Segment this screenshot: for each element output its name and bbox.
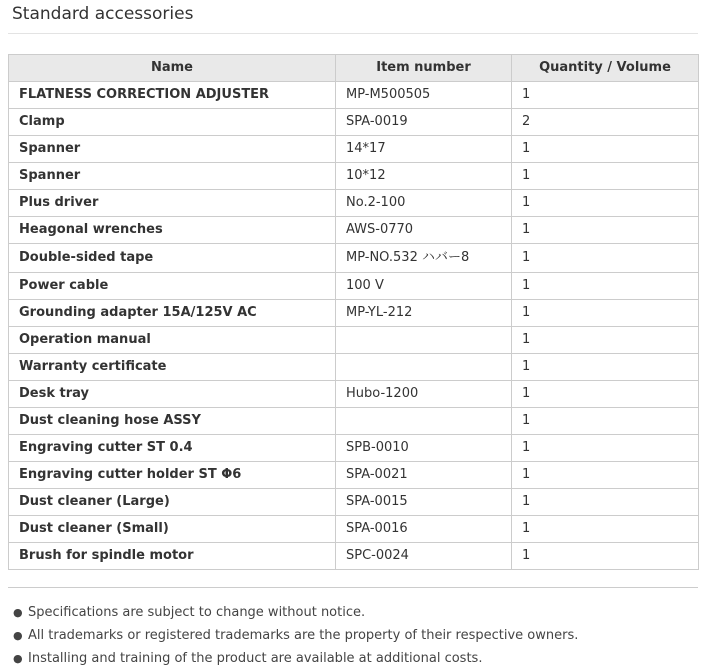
- header-name: Name: [9, 55, 336, 82]
- section-title: Standard accessories: [12, 4, 194, 24]
- note-text: All trademarks or registered trademarks are the property of their respective owners.: [28, 628, 579, 643]
- cell-quantity: 1: [512, 489, 699, 516]
- cell-quantity: 1: [512, 327, 699, 354]
- table-row: [9, 273, 699, 300]
- cell-name: Power cable: [9, 273, 336, 300]
- cell-item-number: Hubo-1200: [336, 381, 512, 408]
- cell-quantity: 1: [512, 136, 699, 163]
- cell-item-number: SPC-0024: [336, 543, 512, 570]
- cell-quantity: 1: [512, 435, 699, 462]
- accessories-table: [8, 54, 699, 570]
- cell-item-number: SPB-0010: [336, 435, 512, 462]
- note-item: [8, 624, 578, 647]
- cell-quantity: 1: [512, 244, 699, 273]
- cell-item-number: [336, 354, 512, 381]
- cell-quantity: 1: [512, 462, 699, 489]
- notes-list: [8, 601, 578, 670]
- table-row: [9, 489, 699, 516]
- table-row: [9, 381, 699, 408]
- table-row: [9, 244, 699, 273]
- cell-name: FLATNESS CORRECTION ADJUSTER: [9, 82, 336, 109]
- title-divider: [8, 33, 698, 34]
- note-text: Installing and training of the product are available at additional costs.: [28, 651, 483, 666]
- bullet-icon: ●: [13, 652, 23, 665]
- cell-quantity: 1: [512, 190, 699, 217]
- table-body: [9, 82, 699, 570]
- cell-item-number: [336, 408, 512, 435]
- table-row: [9, 163, 699, 190]
- cell-name: Double-sided tape: [9, 244, 336, 273]
- cell-quantity: 1: [512, 354, 699, 381]
- cell-quantity: 1: [512, 543, 699, 570]
- cell-quantity: 1: [512, 217, 699, 244]
- cell-quantity: 2: [512, 109, 699, 136]
- notes-divider: [8, 587, 698, 588]
- cell-item-number: AWS-0770: [336, 217, 512, 244]
- cell-quantity: 1: [512, 273, 699, 300]
- cell-name: Desk tray: [9, 381, 336, 408]
- table-row: [9, 327, 699, 354]
- table-row: [9, 109, 699, 136]
- cell-quantity: 1: [512, 300, 699, 327]
- cell-name: Spanner: [9, 136, 336, 163]
- table-row: [9, 408, 699, 435]
- cell-name: Grounding adapter 15A/125V AC: [9, 300, 336, 327]
- table-row: [9, 516, 699, 543]
- cell-item-number: SPA-0019: [336, 109, 512, 136]
- header-item-number: Item number: [336, 55, 512, 82]
- cell-item-number: SPA-0015: [336, 489, 512, 516]
- table-row: [9, 435, 699, 462]
- cell-name: Dust cleaning hose ASSY: [9, 408, 336, 435]
- cell-quantity: 1: [512, 381, 699, 408]
- note-item: [8, 647, 578, 670]
- cell-quantity: 1: [512, 408, 699, 435]
- table-row: [9, 136, 699, 163]
- cell-name: Heagonal wrenches: [9, 217, 336, 244]
- cell-name: Engraving cutter holder ST Φ6: [9, 462, 336, 489]
- cell-item-number: SPA-0016: [336, 516, 512, 543]
- cell-name: Spanner: [9, 163, 336, 190]
- table-row: [9, 190, 699, 217]
- table-row: [9, 217, 699, 244]
- table-row: [9, 354, 699, 381]
- cell-item-number: 10*12: [336, 163, 512, 190]
- cell-item-number: MP-NO.532 ハバー8: [336, 244, 512, 273]
- cell-item-number: MP-M500505: [336, 82, 512, 109]
- cell-name: Warranty certificate: [9, 354, 336, 381]
- table-header-row: [9, 55, 699, 82]
- table-row: [9, 543, 699, 570]
- cell-item-number: MP-YL-212: [336, 300, 512, 327]
- cell-name: Clamp: [9, 109, 336, 136]
- cell-name: Operation manual: [9, 327, 336, 354]
- table-row: [9, 300, 699, 327]
- cell-item-number: No.2-100: [336, 190, 512, 217]
- table-row: [9, 462, 699, 489]
- cell-name: Plus driver: [9, 190, 336, 217]
- cell-name: Dust cleaner (Large): [9, 489, 336, 516]
- header-quantity: Quantity / Volume: [512, 55, 699, 82]
- cell-quantity: 1: [512, 163, 699, 190]
- note-text: Specifications are subject to change without notice.: [28, 605, 366, 620]
- note-item: [8, 601, 578, 624]
- bullet-icon: ●: [13, 629, 23, 642]
- cell-name: Engraving cutter ST 0.4: [9, 435, 336, 462]
- bullet-icon: ●: [13, 606, 23, 619]
- cell-item-number: 14*17: [336, 136, 512, 163]
- table-row: [9, 82, 699, 109]
- cell-quantity: 1: [512, 516, 699, 543]
- cell-name: Brush for spindle motor: [9, 543, 336, 570]
- cell-item-number: SPA-0021: [336, 462, 512, 489]
- cell-name: Dust cleaner (Small): [9, 516, 336, 543]
- cell-item-number: 100 V: [336, 273, 512, 300]
- cell-item-number: [336, 327, 512, 354]
- cell-quantity: 1: [512, 82, 699, 109]
